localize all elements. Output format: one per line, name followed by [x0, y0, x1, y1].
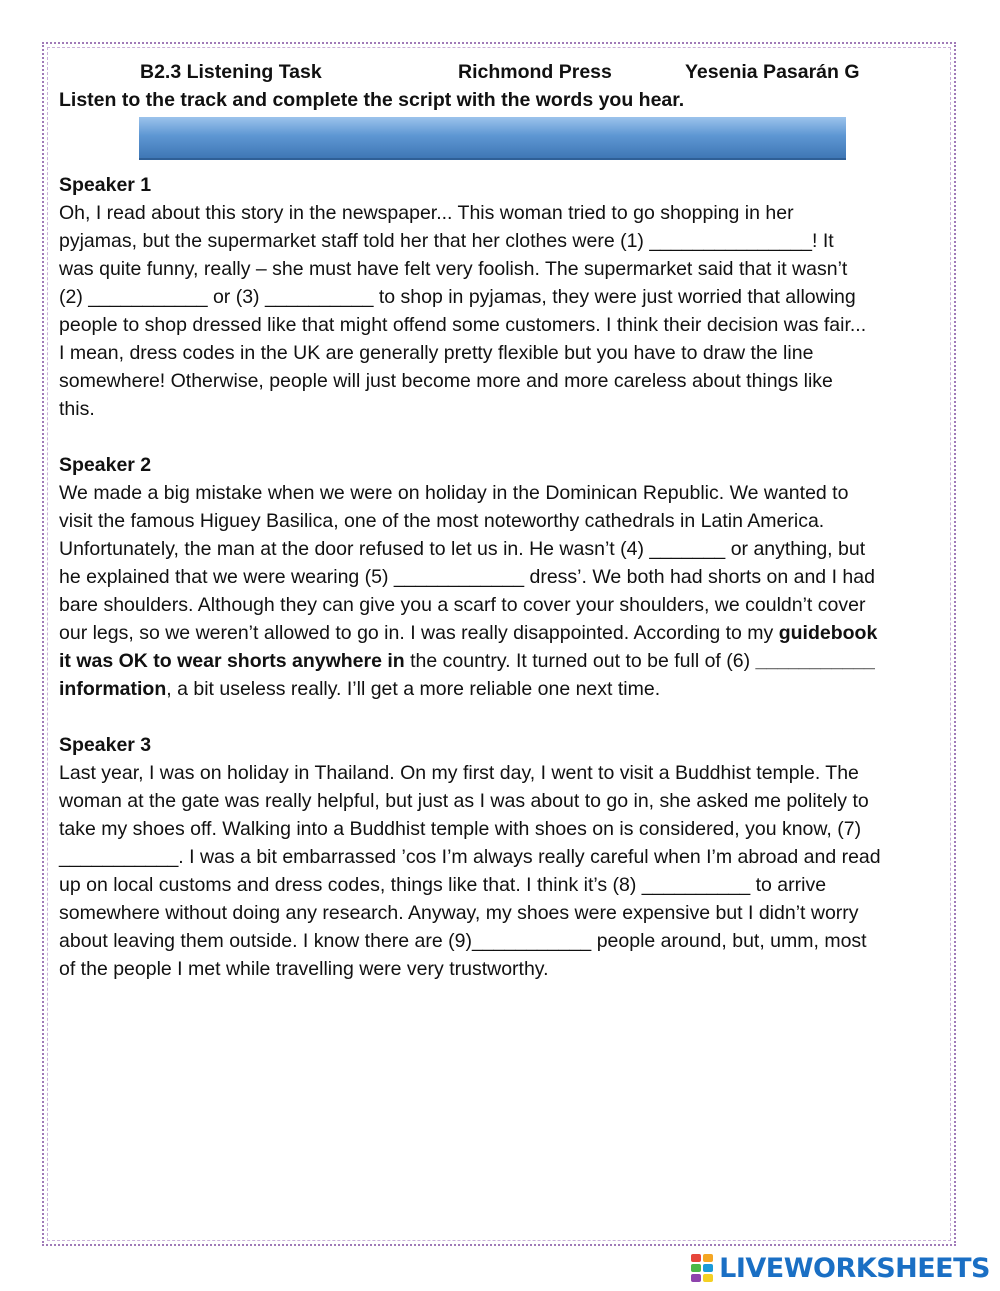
text-line-blank-9[interactable]: about leaving them outside. I know there are (9)___________ people around, but, umm, most	[59, 930, 867, 952]
text-line: woman at the gate was really helpful, but just as I was about to go in, she asked me politely to	[59, 790, 869, 812]
bold-text: guidebook	[778, 622, 878, 644]
text-line: this.	[59, 398, 95, 420]
text-line: We made a big mistake when we were on holiday in the Dominican Republic. We wanted to	[59, 482, 849, 504]
bold-text: it was OK to wear shorts anywhere in	[59, 650, 405, 672]
speaker-3-section	[59, 731, 944, 983]
text-line: take my shoes off. Walking into a Buddhist temple with shoes on is considered, you know, (7)	[59, 818, 862, 840]
text-line-blank-7[interactable]: ___________. I was a bit embarrassed ’cos I’m always really careful when I’m abroad and read	[59, 846, 881, 868]
text-line-blank-6	[59, 647, 944, 675]
blank-6[interactable]: ___________	[755, 650, 875, 672]
text-line: I mean, dress codes in the UK are generally pretty flexible but you have to draw the line	[59, 342, 814, 364]
liveworksheets-icon	[691, 1254, 713, 1282]
text-line-blank-4[interactable]: Unfortunately, the man at the door refused to let us in. He wasn’t (4) _______ or anything, but	[59, 538, 866, 560]
worksheet-header	[59, 58, 944, 86]
speaker-3-title: Speaker 3	[59, 734, 152, 756]
text-line: somewhere! Otherwise, people will just become more and more careless about things like	[59, 370, 833, 392]
speaker-2-section	[59, 451, 944, 703]
text-line	[59, 619, 944, 647]
text-segment: our legs, so we weren’t allowed to go in. I was really disappointed. According to my	[59, 622, 779, 644]
text-line	[59, 675, 944, 703]
speaker-1-text	[59, 199, 944, 423]
speaker-2-text	[59, 479, 944, 703]
text-line: bare shoulders. Although they can give you a scarf to cover your shoulders, we couldn’t cover	[59, 594, 866, 616]
text-line: Last year, I was on holiday in Thailand. On my first day, I went to visit a Buddhist temple. The	[59, 762, 859, 784]
speaker-1-title: Speaker 1	[59, 174, 152, 196]
speaker-3-text	[59, 759, 944, 983]
speaker-2-title: Speaker 2	[59, 454, 152, 476]
text-line: people to shop dressed like that might offend some customers. I think their decision was fair...	[59, 314, 867, 336]
task-title: B2.3 Listening Task	[140, 61, 322, 83]
liveworksheets-wordmark: LIVEWORKSHEETS	[719, 1252, 990, 1284]
audio-player-bar[interactable]	[139, 117, 846, 160]
text-line-blank-1[interactable]: pyjamas, but the supermarket staff told her that her clothes were (1) _______________! It	[59, 230, 834, 252]
text-line: visit the famous Higuey Basilica, one of the most noteworthy cathedrals in Latin America.	[59, 510, 825, 532]
text-line-blank-5[interactable]: he explained that we were wearing (5) ____________ dress’. We both had shorts on and I had	[59, 566, 875, 588]
author: Yesenia Pasarán G	[685, 61, 860, 83]
text-line: was quite funny, really – she must have felt very foolish. The supermarket said that it wasn’t	[59, 258, 848, 280]
liveworksheets-logo	[691, 1251, 990, 1285]
worksheet-content	[59, 58, 944, 983]
text-line: somewhere without doing any research. Anyway, my shoes were expensive but I didn’t worry	[59, 902, 859, 924]
text-line-blank-8[interactable]: up on local customs and dress codes, things like that. I think it’s (8) __________ to arrive	[59, 874, 827, 896]
publisher: Richmond Press	[458, 61, 612, 83]
text-line: of the people I met while travelling were very trustworthy.	[59, 958, 549, 980]
text-segment: the country. It turned out to be full of (6)	[404, 650, 756, 672]
instructions: Listen to the track and complete the script with the words you hear.	[59, 89, 685, 111]
text-line-blank-2-3[interactable]: (2) ___________ or (3) __________ to shop in pyjamas, they were just worried that allowing	[59, 286, 856, 308]
speaker-1-section	[59, 171, 944, 423]
bold-text: information	[59, 678, 167, 700]
text-segment: , a bit useless really. I’ll get a more reliable one next time.	[166, 678, 661, 700]
text-line: Oh, I read about this story in the newspaper... This woman tried to go shopping in her	[59, 202, 794, 224]
